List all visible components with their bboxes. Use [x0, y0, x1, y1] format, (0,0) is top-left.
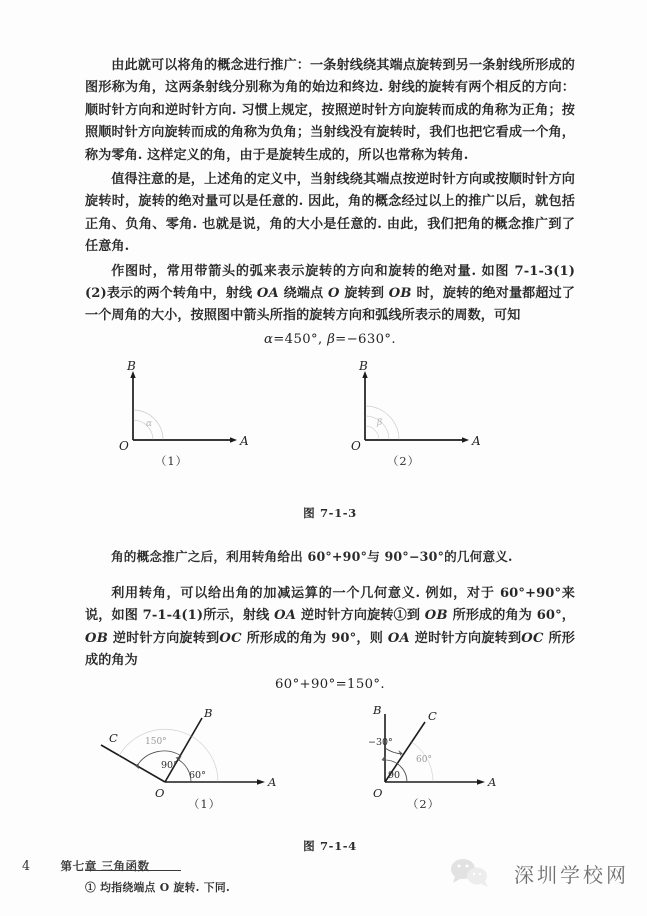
wechat-eye-left — [458, 865, 461, 868]
ray-oa-arrowhead — [230, 437, 237, 442]
figure-7-1-3-panel-1 — [119, 359, 249, 453]
paragraph-4-part-f: 逆时针方向旋转到 — [410, 630, 522, 646]
paragraph-3-part-b: 绕端点 — [279, 286, 328, 302]
angle-label-minus30: −30° — [368, 736, 393, 748]
wechat-small-eye-right — [479, 873, 481, 875]
page-footer — [22, 858, 150, 874]
label-b: B — [204, 705, 213, 720]
figure-7-1-3-graphic — [85, 358, 575, 465]
paragraph-4 — [85, 583, 575, 673]
figure-7-1-3-panel-2 — [351, 359, 481, 453]
figure-7-1-4-sub-2: （2） — [407, 796, 441, 811]
label-a-2: A — [488, 774, 497, 789]
watermark — [448, 856, 629, 890]
figure-7-1-4-panel-2 — [368, 703, 496, 800]
paragraph-4-part-e: 所形成的角为 90°，则 — [241, 630, 388, 646]
figure-7-1-3-sub-2: （2） — [387, 453, 421, 468]
footnote-text: 均指绕端点 O 旋转. 下同. — [100, 880, 231, 894]
label-beta-angle: β — [377, 417, 383, 428]
figure-7-1-3-sub-1: （1） — [155, 453, 189, 468]
angle-label-60: 60° — [189, 769, 206, 781]
figure-7-1-4-graphic — [85, 704, 575, 804]
math-ob-2: OB — [424, 608, 448, 624]
label-o-2: O — [351, 438, 361, 453]
label-a-2: A — [472, 433, 481, 448]
figure-7-1-3 — [85, 358, 575, 483]
chapter-title: 第七章 三角函数 — [60, 859, 150, 873]
paragraph-4-part-b: 逆时针方向旋转①到 — [296, 608, 425, 624]
wechat-icon — [448, 856, 492, 890]
paragraph-3-part-d: 时，旋转的绝对量都超过了一个周角的大小，按照图中箭头所指的旋转方向和弧线所表示的周数，可知 — [85, 286, 575, 324]
label-c: C — [109, 730, 118, 745]
watermark-text: 深圳学校网 — [514, 862, 629, 887]
ray-oa-arrowhead-2 — [462, 437, 469, 442]
paragraph-2: 值得注意的是，上述角的定义中，当射线绕其端点按逆时针方向或按顺时针方向旋转时，旋转的绝对量可以是任意的. 因此，角的概念经过以上的推广以后，就包括正角、负角、零角. 也就是说，角的大小是任意的. 由此，我们把角的概念推广到了任意角. — [85, 172, 575, 255]
math-oa: OA — [256, 286, 279, 302]
paragraph-3-part-a: 作图时，常用带箭头的弧来表示旋转的方向和旋转的绝对量. 如图 7-1-3(1)(2)表示的两个转角中，射线 — [85, 263, 575, 302]
label-b-2: B — [359, 358, 368, 373]
label-a: A — [268, 774, 277, 789]
paragraph-4-part-a: 利用转角，可以给出角的加减运算的一个几何意义. 例如，对于 60°+90°来说，如图 7-1-4(1)所示，射线 — [85, 585, 575, 624]
ray-oa-arrowhead — [257, 779, 265, 785]
arc-minus30-arrowhead — [399, 750, 403, 756]
alpha-symbol: α — [263, 331, 274, 347]
math-oc-2: OC — [521, 630, 544, 646]
beta-symbol: β — [327, 331, 336, 347]
paragraph-1: 由此就可以将角的概念进行推广：一条射线绕其端点旋转到另一条射线所形成的图形称为角，这两条射线分别称为角的始边和终边. 射线的旋转有两个相反的方向：顺时针方向和逆时针方向. 习惯上规定，按照逆时针方向旋转而成的角称为正角；按照顺时针方向旋转而成的角称为负角；当射线没有旋转时，我们也把它看成一个角，称为零角. 这样定义的角，由于是旋转生成的，所以也常称为转角. — [85, 58, 575, 163]
footnote-marker: ① — [85, 880, 97, 894]
math-oa-2: OA — [274, 608, 297, 624]
label-o-2: O — [373, 785, 383, 800]
angle-label-90-2: 90 — [388, 769, 401, 781]
page-content — [85, 55, 575, 895]
alpha-value: =450°, — [273, 331, 323, 347]
math-oc: OC — [219, 630, 242, 646]
wechat-small-eye-left — [473, 873, 475, 875]
math-oa-3: OA — [387, 630, 410, 646]
beta-value: =−630°. — [335, 331, 396, 347]
math-ob-3: OB — [85, 630, 109, 646]
equation-sum: 60°+90°=150°. — [274, 676, 385, 692]
figure-7-1-3-caption: 图 7-1-3 — [303, 505, 357, 520]
paragraph-4-part-d: 逆时针方向旋转到 — [108, 630, 220, 646]
ray-oc-line — [101, 745, 165, 782]
ray-oa-arrowhead-2 — [477, 779, 485, 785]
figure-7-1-4-caption: 图 7-1-4 — [303, 838, 357, 853]
figure-7-1-4-panel-1 — [101, 706, 276, 800]
math-o: O — [328, 286, 340, 302]
callout-text: 角的概念推广之后，利用转角给出 60°+90°与 90°−30°的几何意义. — [111, 548, 513, 564]
angle-label-150: 150° — [145, 736, 167, 747]
paragraph-4-part-g: 所形成的角为 — [85, 630, 576, 669]
paragraph-3 — [85, 261, 575, 328]
label-a: A — [240, 433, 249, 448]
label-b-2: B — [373, 702, 382, 717]
label-o: O — [155, 785, 165, 800]
math-ob: OB — [388, 286, 412, 302]
label-b: B — [127, 358, 136, 373]
wechat-eye-right — [466, 865, 469, 868]
paragraph-3-part-c: 旋转到 — [339, 286, 389, 302]
paragraph-4-part-c: 所形成的角为 60°， — [447, 608, 576, 624]
figure-7-1-4-sub-1: （1） — [188, 796, 222, 811]
figure-7-1-4 — [85, 704, 575, 816]
label-alpha-angle: α — [146, 418, 153, 429]
rotation-arc-inner-2 — [365, 426, 379, 440]
label-o: O — [119, 438, 129, 453]
angle-label-60-2: 60° — [416, 754, 432, 765]
page-number: 4 — [22, 858, 31, 873]
equation-alpha-beta — [85, 332, 575, 347]
angle-label-90: 90° — [161, 759, 178, 771]
label-c-2: C — [428, 708, 437, 723]
